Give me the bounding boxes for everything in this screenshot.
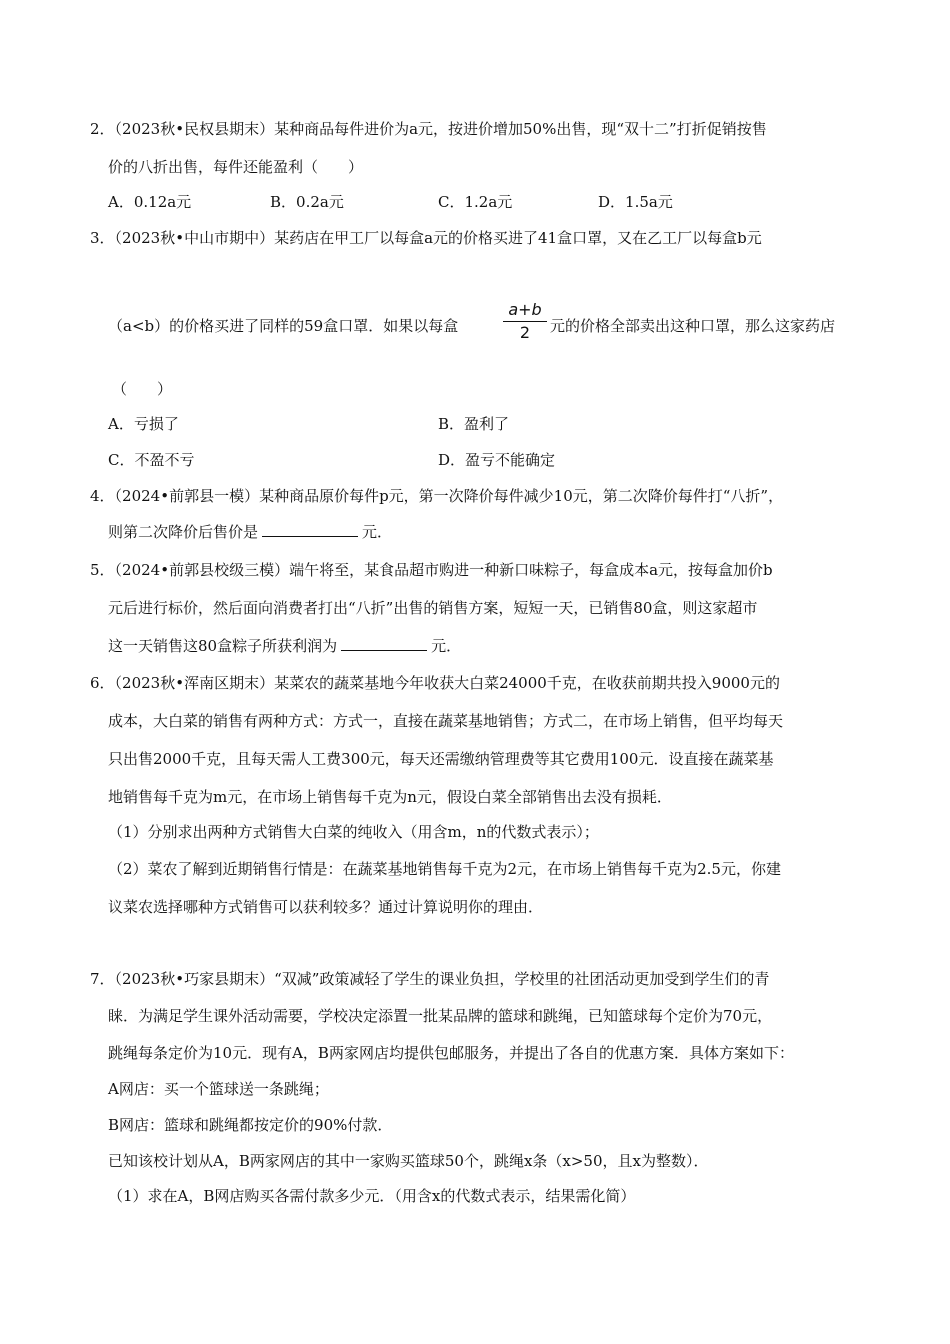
- q5-answer-blank[interactable]: [341, 636, 427, 651]
- q4-line2-before: 则第二次降价后售价是: [108, 523, 259, 541]
- q2-option-d: D．1.5a元: [598, 193, 673, 211]
- q3-line1: 3．（2023秋•中山市期中）某药店在甲工厂以每盒a元的价格买进了41盒口罩，又在乙工厂以每盒b元: [90, 229, 762, 247]
- q5-line3: [108, 636, 461, 656]
- q6-sub2-line1: （2）菜农了解到近期销售行情是：在蔬菜基地销售每千克为2元，在市场上销售每千克为2.5元，你建: [108, 860, 781, 878]
- q4-answer-blank[interactable]: [262, 522, 358, 537]
- q2-line2: 价的八折出售，每件还能盈利（ ）: [108, 158, 364, 176]
- q3-option-c: C．不盈不亏: [108, 451, 195, 469]
- q3-line3: （ ）: [112, 380, 173, 398]
- q4-line1: 4．（2024•前郭县一模）某种商品原价每件p元，第一次降价每件减少10元，第二次降价每件打“八折”，: [90, 487, 784, 505]
- q3-fraction-denominator: 2: [519, 323, 531, 342]
- q7-line2: 睐．为满足学生课外活动需要，学校决定添置一批某品牌的篮球和跳绳，已知篮球每个定价为70元，: [108, 1007, 773, 1025]
- q4-line2-after: 元．: [362, 523, 393, 541]
- q6-sub1: （1）分别求出两种方式销售大白菜的纯收入（用含m，n的代数式表示）；: [108, 823, 599, 841]
- q6-line3: 只出售2000千克，且每天需人工费300元，每天还需缴纳管理费等其它费用100元．设直接在蔬菜基: [108, 750, 774, 768]
- q5-line3-before: 这一天销售这80盒粽子所获利润为: [108, 637, 338, 655]
- q3-option-d: D．盈亏不能确定: [438, 451, 556, 469]
- q3-fraction-bar: [503, 321, 547, 322]
- q7-line5: B网店：篮球和跳绳都按定价的90%付款．: [108, 1116, 393, 1134]
- q6-line1: 6．（2023秋•浑南区期末）某菜农的蔬菜基地今年收获大白菜24000千克，在收获前期共投入9000元的: [90, 674, 780, 692]
- q3-option-a: A．亏损了: [108, 415, 179, 433]
- q5-line1: 5．（2024•前郭县校级三模）端午将至，某食品超市购进一种新口味粽子，每盒成本a元，按每盒加价b: [90, 561, 773, 579]
- q2-option-c: C．1.2a元: [438, 193, 513, 211]
- q5-line2: 元后进行标价，然后面向消费者打出“八折”出售的销售方案，短短一天，已销售80盒，则这家超市: [108, 599, 758, 617]
- q7-line6: 已知该校计划从A，B两家网店的其中一家购买篮球50个，跳绳x条（x>50，且x为整数）．: [108, 1152, 709, 1170]
- q2-option-a: A．0.12a元: [108, 193, 192, 211]
- q3-fraction: [503, 300, 547, 343]
- q3-line2-after: 元的价格全部卖出这种口罩，那么这家药店: [550, 317, 836, 335]
- q6-line4: 地销售每千克为m元，在市场上销售每千克为n元，假设白菜全部销售出去没有损耗．: [108, 788, 672, 806]
- q4-line2: [108, 522, 392, 542]
- q7-line1: 7．（2023秋•巧家县期末）“双减”政策减轻了学生的课业负担，学校里的社团活动更加受到学生们的青: [90, 970, 770, 988]
- q5-line3-after: 元．: [431, 637, 462, 655]
- q7-line3: 跳绳每条定价为10元．现有A，B两家网店均提供包邮服务，并提出了各自的优惠方案．具体方案如下：: [108, 1044, 794, 1062]
- q6-sub2-line2: 议菜农选择哪种方式销售可以获利较多？通过计算说明你的理由．: [108, 898, 544, 916]
- q7-sub1: （1）求在A，B网店购买各需付款多少元．（用含x的代数式表示，结果需化简）: [108, 1187, 636, 1205]
- q2-option-b: B．0.2a元: [270, 193, 344, 211]
- q6-line2: 成本，大白菜的销售有两种方式：方式一，直接在蔬菜基地销售；方式二，在市场上销售，但平均每天: [108, 712, 784, 730]
- q3-option-b: B．盈利了: [438, 415, 510, 433]
- q3-fraction-numerator: a+b: [508, 300, 542, 319]
- q3-line2-before: （a<b）的价格买进了同样的59盒口罩．如果以每盒: [108, 317, 459, 335]
- q7-line4: A网店：买一个篮球送一条跳绳；: [108, 1080, 329, 1098]
- q2-line1: 2．（2023秋•民权县期末）某种商品每件进价为a元，按进价增加50%出售，现“双十二”打折促销按售: [90, 120, 767, 138]
